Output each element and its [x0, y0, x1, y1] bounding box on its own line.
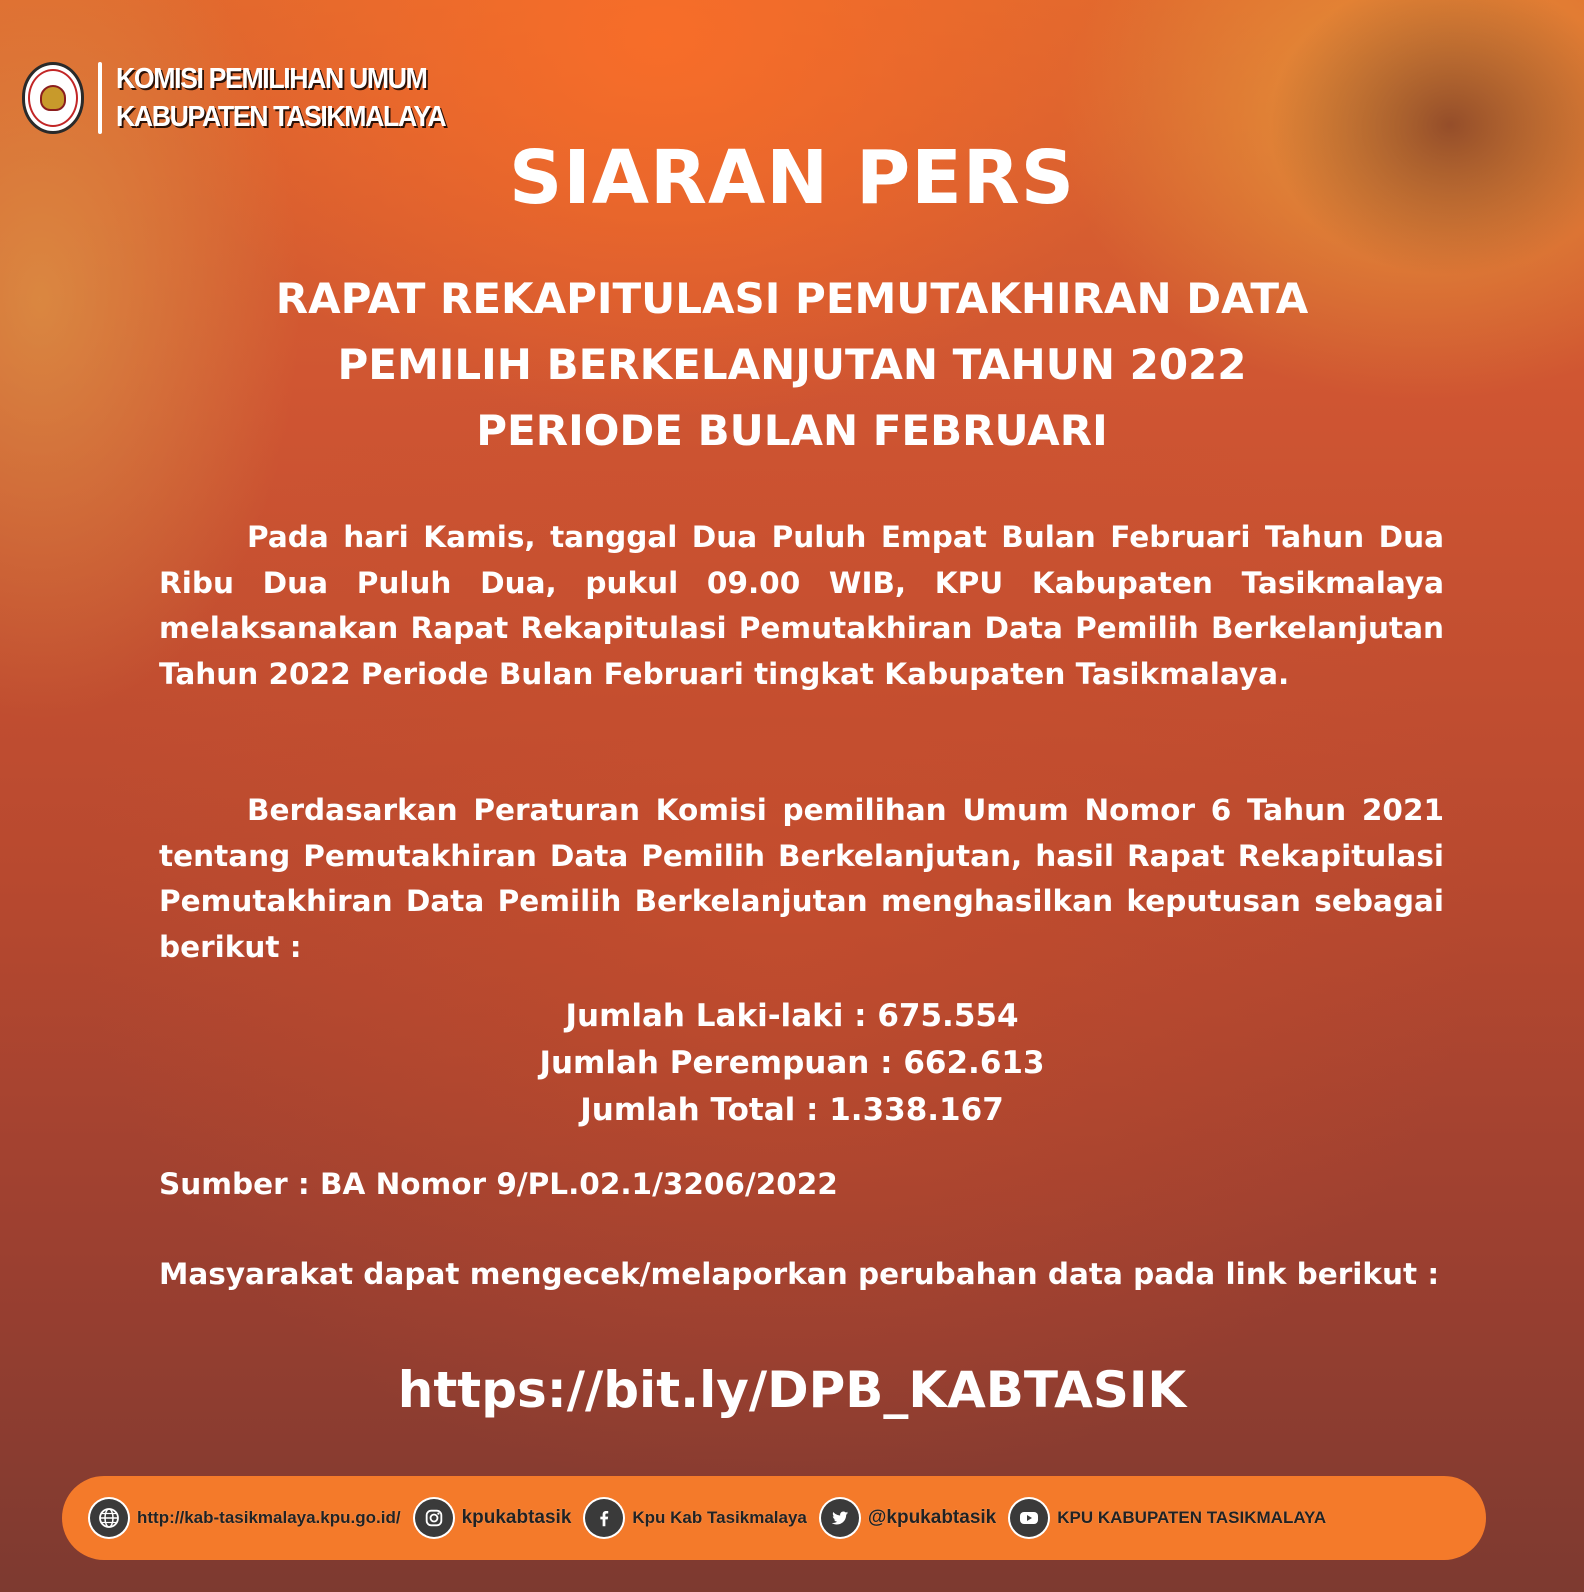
- footer-twitter[interactable]: [821, 1499, 996, 1537]
- website-url: http://kab-tasikmalaya.kpu.go.id/: [137, 1508, 401, 1527]
- globe-icon: [90, 1499, 128, 1537]
- subtitle-line3: PERIODE BULAN FEBRUARI: [476, 406, 1108, 455]
- header: [22, 60, 474, 136]
- source-note: Sumber : BA Nomor 9/PL.02.1/3206/2022: [159, 1167, 838, 1201]
- facebook-icon: [585, 1499, 623, 1537]
- paragraph-meeting: Pada hari Kamis, tanggal Dua Puluh Empat Bulan Februari Tahun Dua Ribu Dua Puluh Dua, pukul 09.00 WIB, KPU Kabupaten Tasikmalaya melaksanakan Rapat Rekapitulasi Pemutakhiran Data Pemilih Berkelanjutan Tahun 2022 Periode Bulan Februari tingkat Kabupaten Tasikmalaya.: [159, 520, 1444, 691]
- footer-youtube[interactable]: [1010, 1499, 1326, 1537]
- stat-female: Jumlah Perempuan : 662.613: [539, 1045, 1045, 1081]
- paragraph-regulation: Berdasarkan Peraturan Komisi pemilihan Umum Nomor 6 Tahun 2021 tentang Pemutakhiran Data Pemilih Berkelanjutan, hasil Rapat Rekapitulasi Pemutakhiran Data Pemilih Berkelanjutan menghasilkan keputusan sebagai berikut :: [159, 793, 1444, 964]
- stat-total: Jumlah Total : 1.338.167: [580, 1092, 1004, 1128]
- voter-stats: [0, 993, 1584, 1134]
- footer-instagram[interactable]: [415, 1499, 572, 1537]
- instagram-handle: kpukabtasik: [461, 1507, 572, 1528]
- subtitle-line2: PEMILIH BERKELANJUTAN TAHUN 2022: [337, 340, 1247, 389]
- subtitle-line1: RAPAT REKAPITULASI PEMUTAKHIRAN DATA: [275, 274, 1309, 323]
- org-name-line2: KABUPATEN TASIKMALAYA: [116, 101, 446, 133]
- youtube-icon: [1010, 1499, 1048, 1537]
- instagram-icon: [415, 1499, 453, 1537]
- data-check-link[interactable]: https://bit.ly/DPB_KABTASIK: [397, 1361, 1187, 1419]
- stat-male: Jumlah Laki-laki : 675.554: [565, 998, 1019, 1034]
- footer-website[interactable]: [90, 1499, 401, 1537]
- press-release-subtitle: [0, 266, 1584, 464]
- youtube-channel: KPU KABUPATEN TASIKMALAYA: [1057, 1508, 1327, 1527]
- facebook-page: Kpu Kab Tasikmalaya: [632, 1508, 807, 1527]
- twitter-icon: [821, 1499, 859, 1537]
- organization-name: [116, 60, 445, 136]
- twitter-handle: @kpukabtasik: [867, 1507, 997, 1528]
- social-footer: [62, 1476, 1486, 1560]
- paragraph-check-data: Masyarakat dapat mengecek/melaporkan perubahan data pada link berikut :: [159, 1257, 1440, 1291]
- page-title: SIARAN PERS: [508, 135, 1076, 221]
- footer-facebook[interactable]: [585, 1499, 806, 1537]
- kpu-logo: [22, 62, 84, 134]
- header-divider: [98, 62, 102, 134]
- org-name-line1: KOMISI PEMILIHAN UMUM: [116, 63, 427, 95]
